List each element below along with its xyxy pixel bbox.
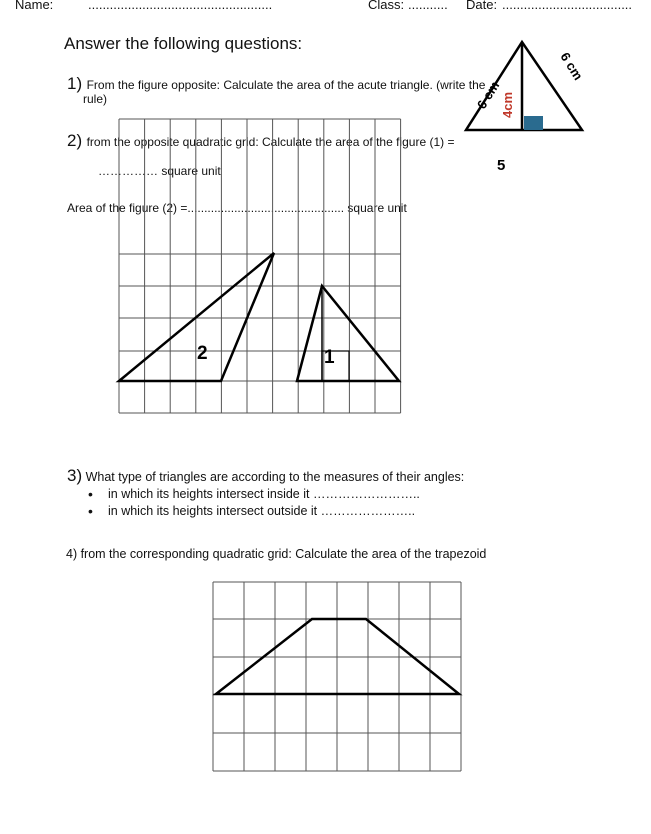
question-3-bullet-outside[interactable]: • in which its heights intersect outside it ………………….. [88,503,420,520]
question-1-text: From the figure opposite: Calculate the area of the acute triangle. (write the [86,78,486,92]
name-field[interactable]: ................................................... [88,0,273,12]
question-1-number: 1) [67,74,83,93]
right-side-label: 6 cm [557,49,586,83]
question-3-bullets [88,486,420,520]
figure-1-triangle [297,286,399,381]
question-3-bullet-inside[interactable]: • in which its heights intersect inside it …………………….. [88,486,420,503]
question-2-number: 2) [67,131,83,150]
figure-1-label: 1 [324,347,335,368]
left-side-label: 6 cm [473,78,503,112]
name-label: Name: [15,0,54,12]
grid-figures-1-2 [119,119,401,413]
class-field[interactable]: ........... [408,0,448,12]
question-2-text: from the opposite quadratic grid: Calculate the area of the figure (1) = [86,135,455,149]
date-label: Date: [466,0,498,12]
question-4-text: 4) from the corresponding quadratic grid: Calculate the area of the trapezoid [66,547,487,561]
question-3-text: What type of triangles are according to the measures of their angles: [85,470,465,484]
right-angle-marker [524,116,543,130]
question-3-number: 3) [67,466,83,485]
figure1-answer-line[interactable]: …………… square unit [98,164,221,178]
acute-triangle-figure [466,42,586,174]
base-label: 5 [497,157,506,174]
class-label: Class: [368,0,405,12]
figure2-answer-line[interactable]: Area of the figure (2) =............................................... square unit [67,201,407,215]
grid-trapezoid [213,582,461,771]
question-1-text-cont: rule) [83,92,108,106]
page-title: Answer the following questions: [64,34,303,53]
height-label: 4cm [500,91,515,118]
question-3 [67,466,464,486]
figure-2-label: 2 [197,343,208,364]
date-field[interactable]: .................................... [502,0,633,12]
